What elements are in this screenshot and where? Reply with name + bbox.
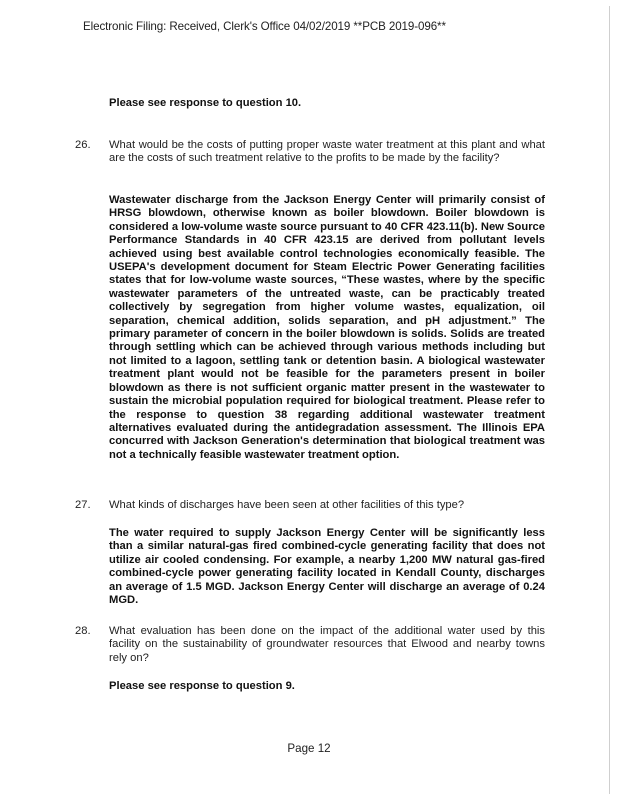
question-28-text: What evaluation has been done on the impact of the additional water used by this facility on the sustainability of groundwater resources that Elwood and nearby towns rely on?	[109, 625, 545, 664]
question-number-28: 28.	[75, 625, 91, 637]
page-edge	[609, 6, 610, 794]
intro-response: Please see response to question 10.	[109, 97, 302, 109]
question-27-text: What kinds of discharges have been seen at other facilities of this type?	[109, 499, 465, 511]
page-number: Page 12	[287, 742, 331, 755]
filing-header: Electronic Filing: Received, Clerk's Office 04/02/2019 **PCB 2019-096**	[83, 20, 446, 33]
answer-26-text: Wastewater discharge from the Jackson Energy Center will primarily consist of HRSG blowdown, otherwise known as boiler blowdown. Boiler blowdown is considered a low-volume waste source pursuant to 40 CFR 423.11(b). New Source Performance Standards in 40 CFR 423.15 are derived from pollutant levels achieved using best available control technologies economically feasible. The USEPA's development document for Steam Electric Power Generating facilities states that for low-volume waste sources, “These wastes, where by the specific wastewater parameters of the untreated waste, can be practicably treated collectively by segregation from higher volume wastes, equalization, oil separation, chemical addition, solids separation, and pH adjustment.” The primary parameter of concern in the boiler blowdown is solids. Solids are treated through settling which can be achieved through various methods including but not limited to a lagoon, settling tank or detention basin. A biological wastewater treatment plant would not be feasible for the parameters present in boiler blowdown as there is not sufficient organic matter present in the wastewater to sustain the microbial population required for biological treatment. Please refer to the response to question 38 regarding additional wastewater treatment alternatives evaluated during the antidegradation assessment. The Illinois EPA concurred with Jackson Generation's determination that biological treatment was not a technically feasible wastewater treatment option.	[109, 194, 545, 461]
question-number-26: 26.	[75, 139, 91, 151]
answer-28-text: Please see response to question 9.	[109, 680, 295, 692]
answer-27-text: The water required to supply Jackson Energy Center will be significantly less than a similar natural-gas fired combined-cycle generating facility that does not utilize air cooled condensing. For example, a nearby 1,200 MW natural gas-fired combined-cycle power generating facility located in Kendall County, discharges an average of 1.5 MGD. Jackson Energy Center will discharge an average of 0.24 MGD.	[109, 527, 545, 607]
question-number-27: 27.	[75, 499, 91, 511]
question-26-text: What would be the costs of putting proper waste water treatment at this plant and what are the costs of such treatment relative to the profits to be made by the facility?	[109, 139, 545, 165]
